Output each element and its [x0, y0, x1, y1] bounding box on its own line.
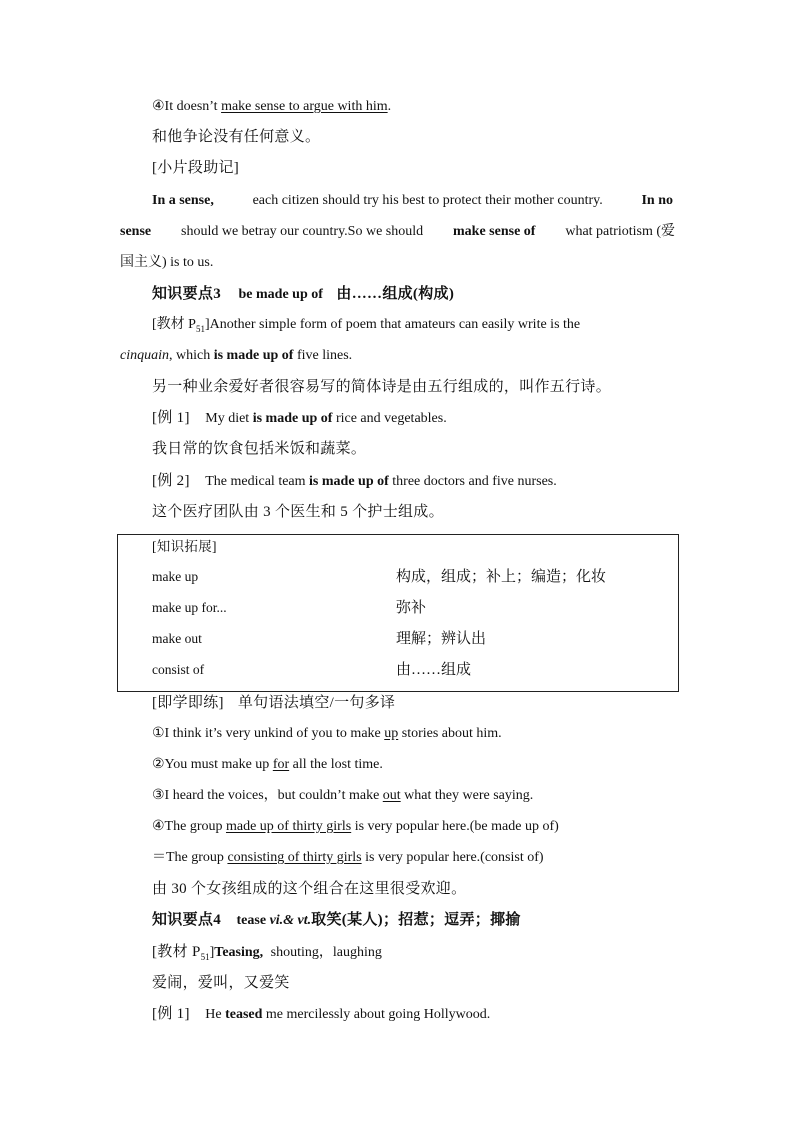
expansion-meaning: 理解；辨认出 [396, 631, 487, 647]
point-meaning: 由……组成(构成) [336, 286, 455, 302]
memo-line-3: 国主义) is to us. [120, 255, 214, 270]
practice-q2: ②You must make up for all the lost time. [152, 757, 383, 772]
item4-translation: 和他争论没有任何意义。 [152, 129, 321, 145]
example-1-translation: 我日常的饮食包括米饭和蔬菜。 [152, 441, 367, 457]
knowledge-expansion-box [117, 534, 679, 692]
textbook-line-1: [教材 $P_{51}]Another$ simple form of poem that amateurs can easily write is the [152, 317, 581, 334]
practice-q4: ④The group made up of thirty girls is very popular here.(be made up of) [152, 819, 559, 834]
answer-blank: make sense to argue with him [221, 99, 388, 114]
knowledge-point-4 [152, 910, 521, 931]
example-2: [例 2] The medical team is made up of three doctors and five nurses. [152, 473, 557, 489]
answer-blank: made up of thirty girls [225, 819, 352, 834]
point-pos: vi.& vt. [269, 913, 312, 928]
memo-line-1: In a sense, each citizen should try his best to protect their mother country. In no [152, 193, 673, 208]
textbook-2: [教材 $P_{51}]Teasing$, shouting，laughing [152, 944, 382, 962]
point-label: 知识要点4 [152, 912, 222, 928]
answer-blank: consisting of thirty girls [227, 850, 362, 865]
expansion-meaning: 构成，组成；补上；编造；化妆 [396, 569, 607, 585]
answer-blank: out [382, 788, 401, 803]
expansion-phrase: make up [152, 569, 199, 584]
textbook-line-2: cinquain, which is made up of five lines. [120, 348, 353, 363]
knowledge-point-3 [152, 284, 454, 305]
example-2-translation: 这个医疗团队由 3 个医生和 5 个护士组成。 [152, 504, 444, 520]
answer-blank: up [384, 726, 399, 741]
expansion-title: [知识拓展] [152, 539, 217, 554]
point-word: tease [236, 913, 267, 928]
memo-heading: [小片段助记] [152, 160, 240, 176]
expansion-phrase: consist of [152, 662, 205, 677]
point-phrase: be made up of [238, 287, 323, 302]
practice-q3: ③I heard the voices，but couldn’t make out what they were saying. [152, 788, 534, 803]
practice-item-4: ④It doesn’t make sense to argue with him. [152, 99, 392, 114]
example-3: [例 1] He teased me mercilessly about going Hollywood. [152, 1006, 491, 1022]
example-1: [例 1] My diet is made up of rice and vegetables. [152, 410, 447, 426]
expansion-meaning: 由……组成 [396, 662, 472, 678]
answer-blank: for [272, 757, 290, 772]
textbook-2-translation: 爱闹，爱叫，又爱笑 [152, 975, 290, 991]
practice-heading: [即学即练] 单句语法填空/一句多译 [152, 695, 396, 711]
memo-line-2: sense should we betray our country.So we should make sense of what patriotism (爱 [120, 224, 675, 239]
point-meaning: 取笑(某人)；招惹；逗弄；揶揄 [311, 912, 521, 928]
expansion-phrase: make up for... [152, 600, 227, 615]
expansion-meaning: 弥补 [396, 600, 427, 616]
expansion-phrase: make out [152, 631, 202, 646]
point-label: 知识要点3 [152, 286, 222, 302]
practice-q5: ＝The group consisting of thirty girls is very popular here.(consist of) [152, 850, 544, 865]
practice-translation: 由 30 个女孩组成的这个组合在这里很受欢迎。 [152, 881, 467, 897]
practice-q1: ①I think it’s very unkind of you to make up stories about him. [152, 726, 502, 741]
textbook-translation: 另一种业余爱好者很容易写的简体诗是由五行组成的，叫作五行诗。 [152, 379, 612, 395]
